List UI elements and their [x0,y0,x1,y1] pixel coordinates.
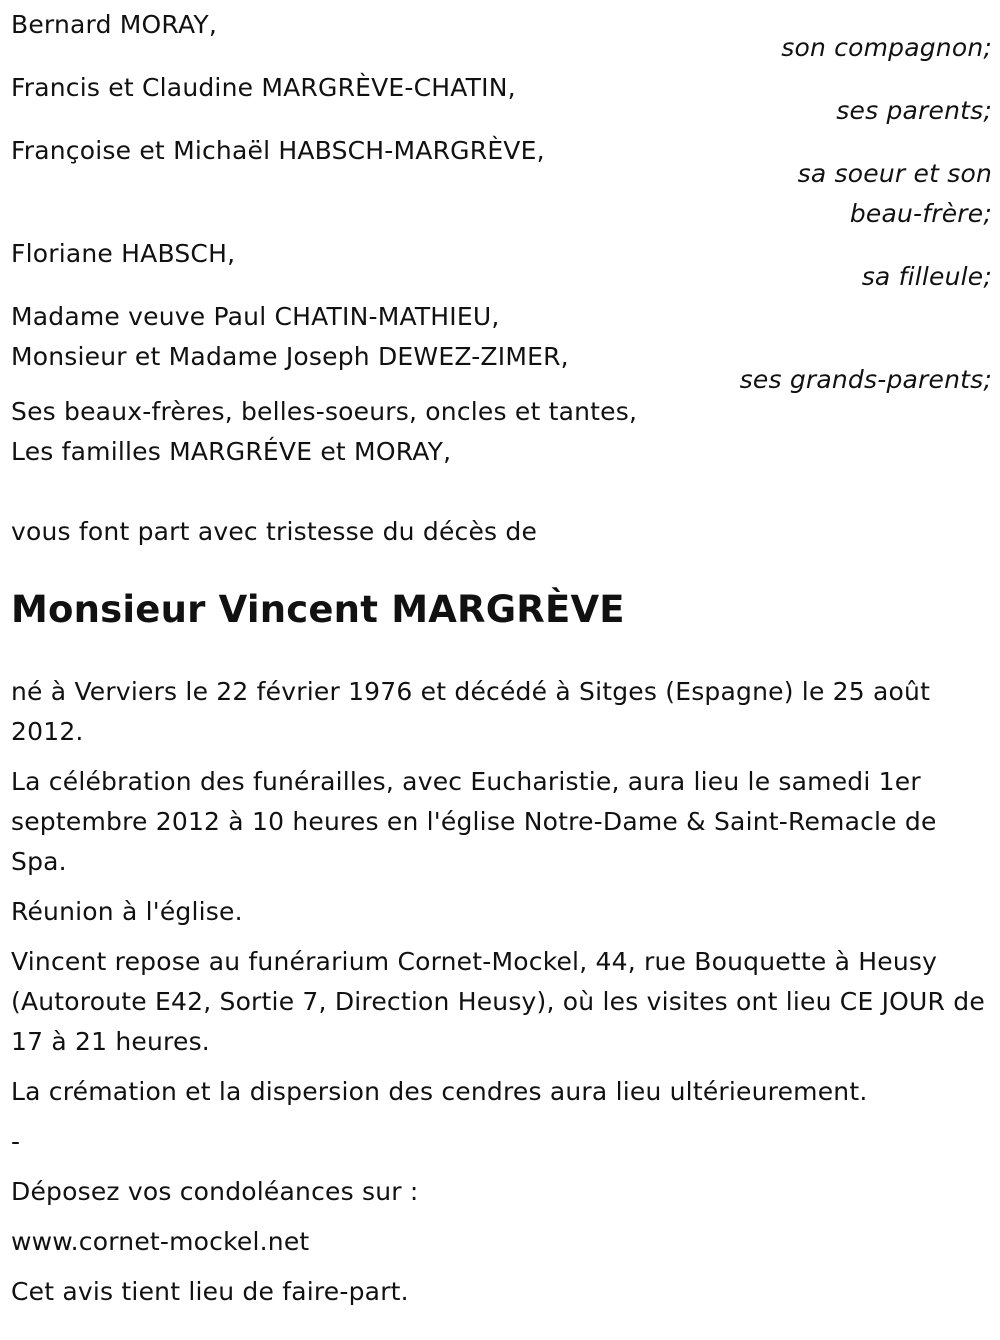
birth-death-paragraph: né à Verviers le 22 février 1976 et décédé à Sitges (Espagne) le 25 août 2012. [11,677,931,746]
family-relation: son compagnon; [781,33,992,62]
family-member-line: Francis et Claudine MARGRÈVE-CHATIN, [11,73,516,102]
separator-dash: - [11,1127,21,1156]
condolences-prompt: Déposez vos condoléances sur : [11,1177,419,1206]
family-member-line: Madame veuve Paul CHATIN-MATHIEU, [11,302,500,331]
family-member-line: Les familles MARGRÉVE et MORAY, [11,437,452,466]
family-relation: ses parents; [836,96,992,125]
family-relation-continued: beau-frère; [849,199,992,228]
family-member-line: Monsieur et Madame Joseph DEWEZ-ZIMER, [11,342,569,371]
family-relation: sa filleule; [861,262,992,291]
family-relation: ses grands-parents; [739,365,992,394]
family-member-line: Floriane HABSCH, [11,239,236,268]
cremation-paragraph: La crémation et la dispersion des cendres aura lieu ultérieurement. [11,1077,868,1106]
funeral-paragraph: La célébration des funérailles, avec Eucharistie, aura lieu le samedi 1er septembre 2012 à 10 heures en l'église Notre-Dame & Saint-Remacle de Spa. [11,767,937,876]
family-relation: sa soeur et son [797,159,992,188]
website-link[interactable]: www.cornet-mockel.net [11,1227,310,1256]
deceased-name: Monsieur Vincent MARGRÈVE [11,588,625,631]
family-member-line: Bernard MORAY, [11,10,217,39]
meeting-paragraph: Réunion à l'église. [11,897,243,926]
family-member-line: Ses beaux-frères, belles-soeurs, oncles et tantes, [11,397,638,426]
closing-note: Cet avis tient lieu de faire-part. [11,1277,409,1306]
announcement-text: vous font part avec tristesse du décès de [11,517,538,546]
family-member-line: Françoise et Michaël HABSCH-MARGRÈVE, [11,136,545,165]
visitation-paragraph: Vincent repose au funérarium Cornet-Mockel, 44, rue Bouquette à Heusy (Autoroute E42, Sortie 7, Direction Heusy), où les visites ont lieu CE JOUR de 17 à 21 heures. [11,947,985,1056]
obituary-notice [11,0,991,1312]
